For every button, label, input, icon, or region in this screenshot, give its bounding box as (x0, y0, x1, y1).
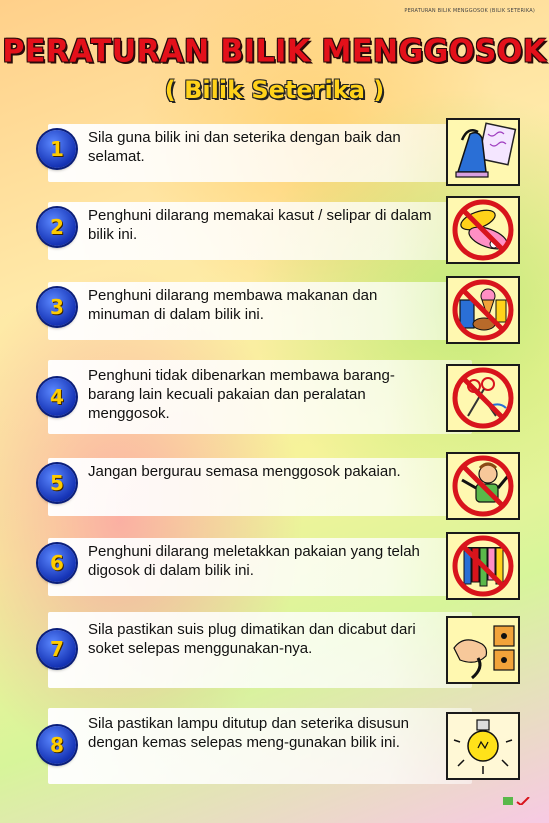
no-tools-icon (446, 364, 520, 432)
rule-number: 6 (50, 551, 64, 575)
rule-text: Penghuni dilarang membawa makanan dan minuman di dalam bilik ini. (88, 287, 378, 323)
rule-number: 4 (50, 385, 64, 409)
no-clothes-icon (446, 532, 520, 600)
no-food-icon (446, 276, 520, 344)
publisher-logo-icon (503, 797, 531, 805)
number-badge (38, 464, 76, 502)
rule-number: 3 (50, 295, 64, 319)
rule-text: Sila pastikan suis plug dimatikan dan dicabut dari soket selepas menggunakan-nya. (88, 621, 416, 657)
number-badge (38, 130, 76, 168)
number-badge (38, 208, 76, 246)
rule-text: Jangan bergurau semasa menggosok pakaian. (88, 463, 401, 480)
fine-print: PERATURAN BILIK MENGGOSOK (BILIK SETERIKA) (404, 8, 535, 14)
iron-icon (446, 118, 520, 186)
rule-text: Sila pastikan lampu ditutup dan seterika disusun dengan kemas selepas meng-gunakan bilik ini. (88, 715, 410, 751)
rule-row-5 (38, 452, 518, 522)
rule-row-3 (38, 276, 518, 346)
rule-text: Penghuni tidak dibenarkan membawa barang-barang lain kecuali pakaian dan peralatan menggosok. (88, 367, 395, 422)
rule-row-4 (38, 360, 518, 430)
rule-row-2 (38, 196, 518, 266)
poster-title: PERATURAN BILIK MENGGOSOK (2, 33, 547, 70)
number-badge (38, 726, 76, 764)
rule-row-1 (38, 118, 518, 188)
rule-row-6 (38, 532, 518, 602)
rule-text: Penghuni dilarang memakai kasut / selipar di dalam bilik ini. (88, 207, 432, 243)
rule-row-7 (38, 612, 518, 682)
number-badge (38, 378, 76, 416)
rule-text: Penghuni dilarang meletakkan pakaian yang telah digosok di dalam bilik ini. (88, 543, 420, 579)
rule-number: 8 (50, 733, 64, 757)
rule-row-8 (38, 708, 518, 778)
light-bulb-icon (446, 712, 520, 780)
number-badge (38, 544, 76, 582)
rule-number: 5 (50, 471, 64, 495)
unplug-icon (446, 616, 520, 684)
no-playing-icon (446, 452, 520, 520)
no-shoes-icon (446, 196, 520, 264)
number-badge (38, 630, 76, 668)
number-badge (38, 288, 76, 326)
rule-number: 7 (50, 637, 64, 661)
rule-text: Sila guna bilik ini dan seterika dengan baik dan selamat. (88, 129, 401, 165)
rule-number: 2 (50, 215, 64, 239)
rule-number: 1 (50, 137, 64, 161)
poster-subtitle: ( Bilik Seterika ) (164, 76, 385, 104)
